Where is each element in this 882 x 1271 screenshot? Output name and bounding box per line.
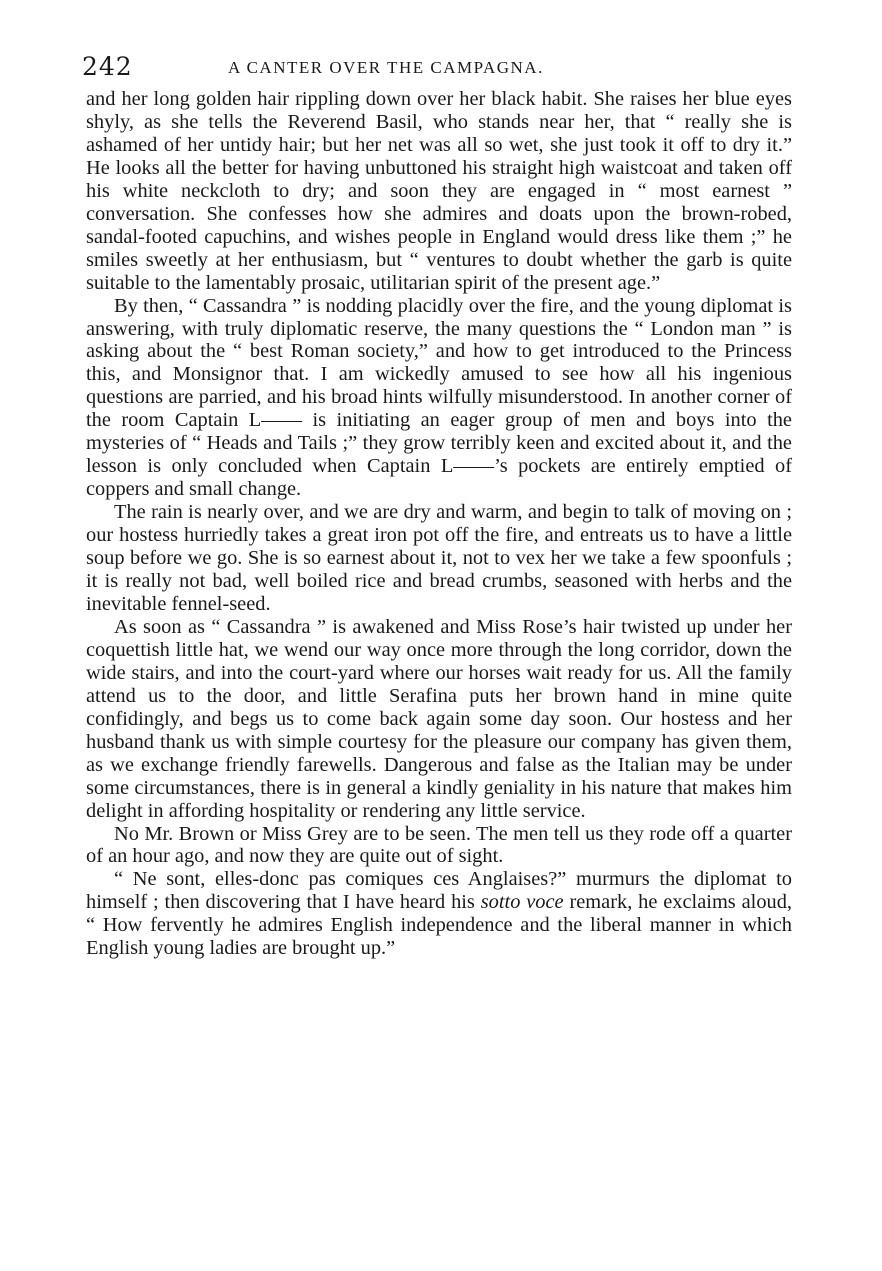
page-number: 242 <box>82 52 133 81</box>
paragraph-text: remark, he exclaims aloud, “ How fervently he admires English independence and the liberal manner in which English young ladies are brought up.” <box>86 891 792 960</box>
running-title: A CANTER OVER THE CAMPAGNA. <box>228 58 544 77</box>
running-head <box>82 52 792 88</box>
paragraph: No Mr. Brown or Miss Grey are to be seen. The men tell us they rode off a quarter of an hour ago, and now they are quite out of sight. <box>86 822 792 868</box>
paragraph: As soon as “ Cassandra ” is awakened and Miss Rose’s hair twisted up under her coquettish little hat, we wend our way once more through the long corridor, down the wide stairs, and into the court-yard where our horses wait ready for us. All the family attend us to the door, and little Serafina puts her brown hand in mine quite confidingly, and begs us to come back again some day soon. Our hostess and her husband thank us with simple courtesy for the pleasure our company has given them, as we exchange friendly farewells. Dangerous and false as the Italian may be under some circumstances, there is in general a kindly geniality in his nature that makes him delight in affording hospitality or rendering any little service. <box>86 615 792 822</box>
paragraph: By then, “ Cassandra ” is nodding placidly over the fire, and the young diplomat is answering, with truly diplomatic reserve, the many questions the “ London man ” is asking about the “ best Roman society,” and how to get introduced to the Princess this, and Monsignor that. I am wickedly amused to see how all his ingenious questions are parried, and his broad hints wilfully misunderstood. In another corner of the room Captain L—— is initiating an eager group of men and boys into the mysteries of “ Heads and Tails ;” they grow terribly keen and excited about it, and the lesson is only concluded when Captain L——’s pockets are entirely emptied of coppers and small change. <box>86 294 792 501</box>
italic-phrase: sotto voce <box>480 891 564 914</box>
body-text <box>86 88 792 960</box>
book-page <box>82 52 792 960</box>
paragraph-text: “ Ne sont, elles-donc pas comiques ces Anglaises?” murmurs the diplomat to himself ; then discovering that I have heard his <box>86 868 792 914</box>
paragraph: The rain is nearly over, and we are dry and warm, and begin to talk of moving on ; our hostess hurriedly takes a great iron pot off the fire, and entreats us to have a little soup before we go. She is so earnest about it, not to vex her we take a few spoonfuls ; it is really not bad, well boiled rice and bread crumbs, seasoned with herbs and the inevitable fennel-seed. <box>86 501 792 615</box>
paragraph-last <box>86 868 792 960</box>
paragraph-continuation: and her long golden hair rippling down over her black habit. She raises her blue eyes shyly, as she tells the Reverend Basil, who stands near her, that “ really she is ashamed of her untidy hair; but her net was all so wet, she just took it off to dry it.” He looks all the better for having unbuttoned his straight high waistcoat and taken off his white neckcloth to dry; and soon they are engaged in “ most earnest ” conversation. She confesses how she admires and doats upon the brown-robed, sandal-footed capuchins, and wishes people in England would dress like them ;” he smiles sweetly at her enthusiasm, but “ ventures to doubt whether the garb is quite suitable to the lamentably prosaic, utilitarian spirit of the present age.” <box>86 88 792 294</box>
